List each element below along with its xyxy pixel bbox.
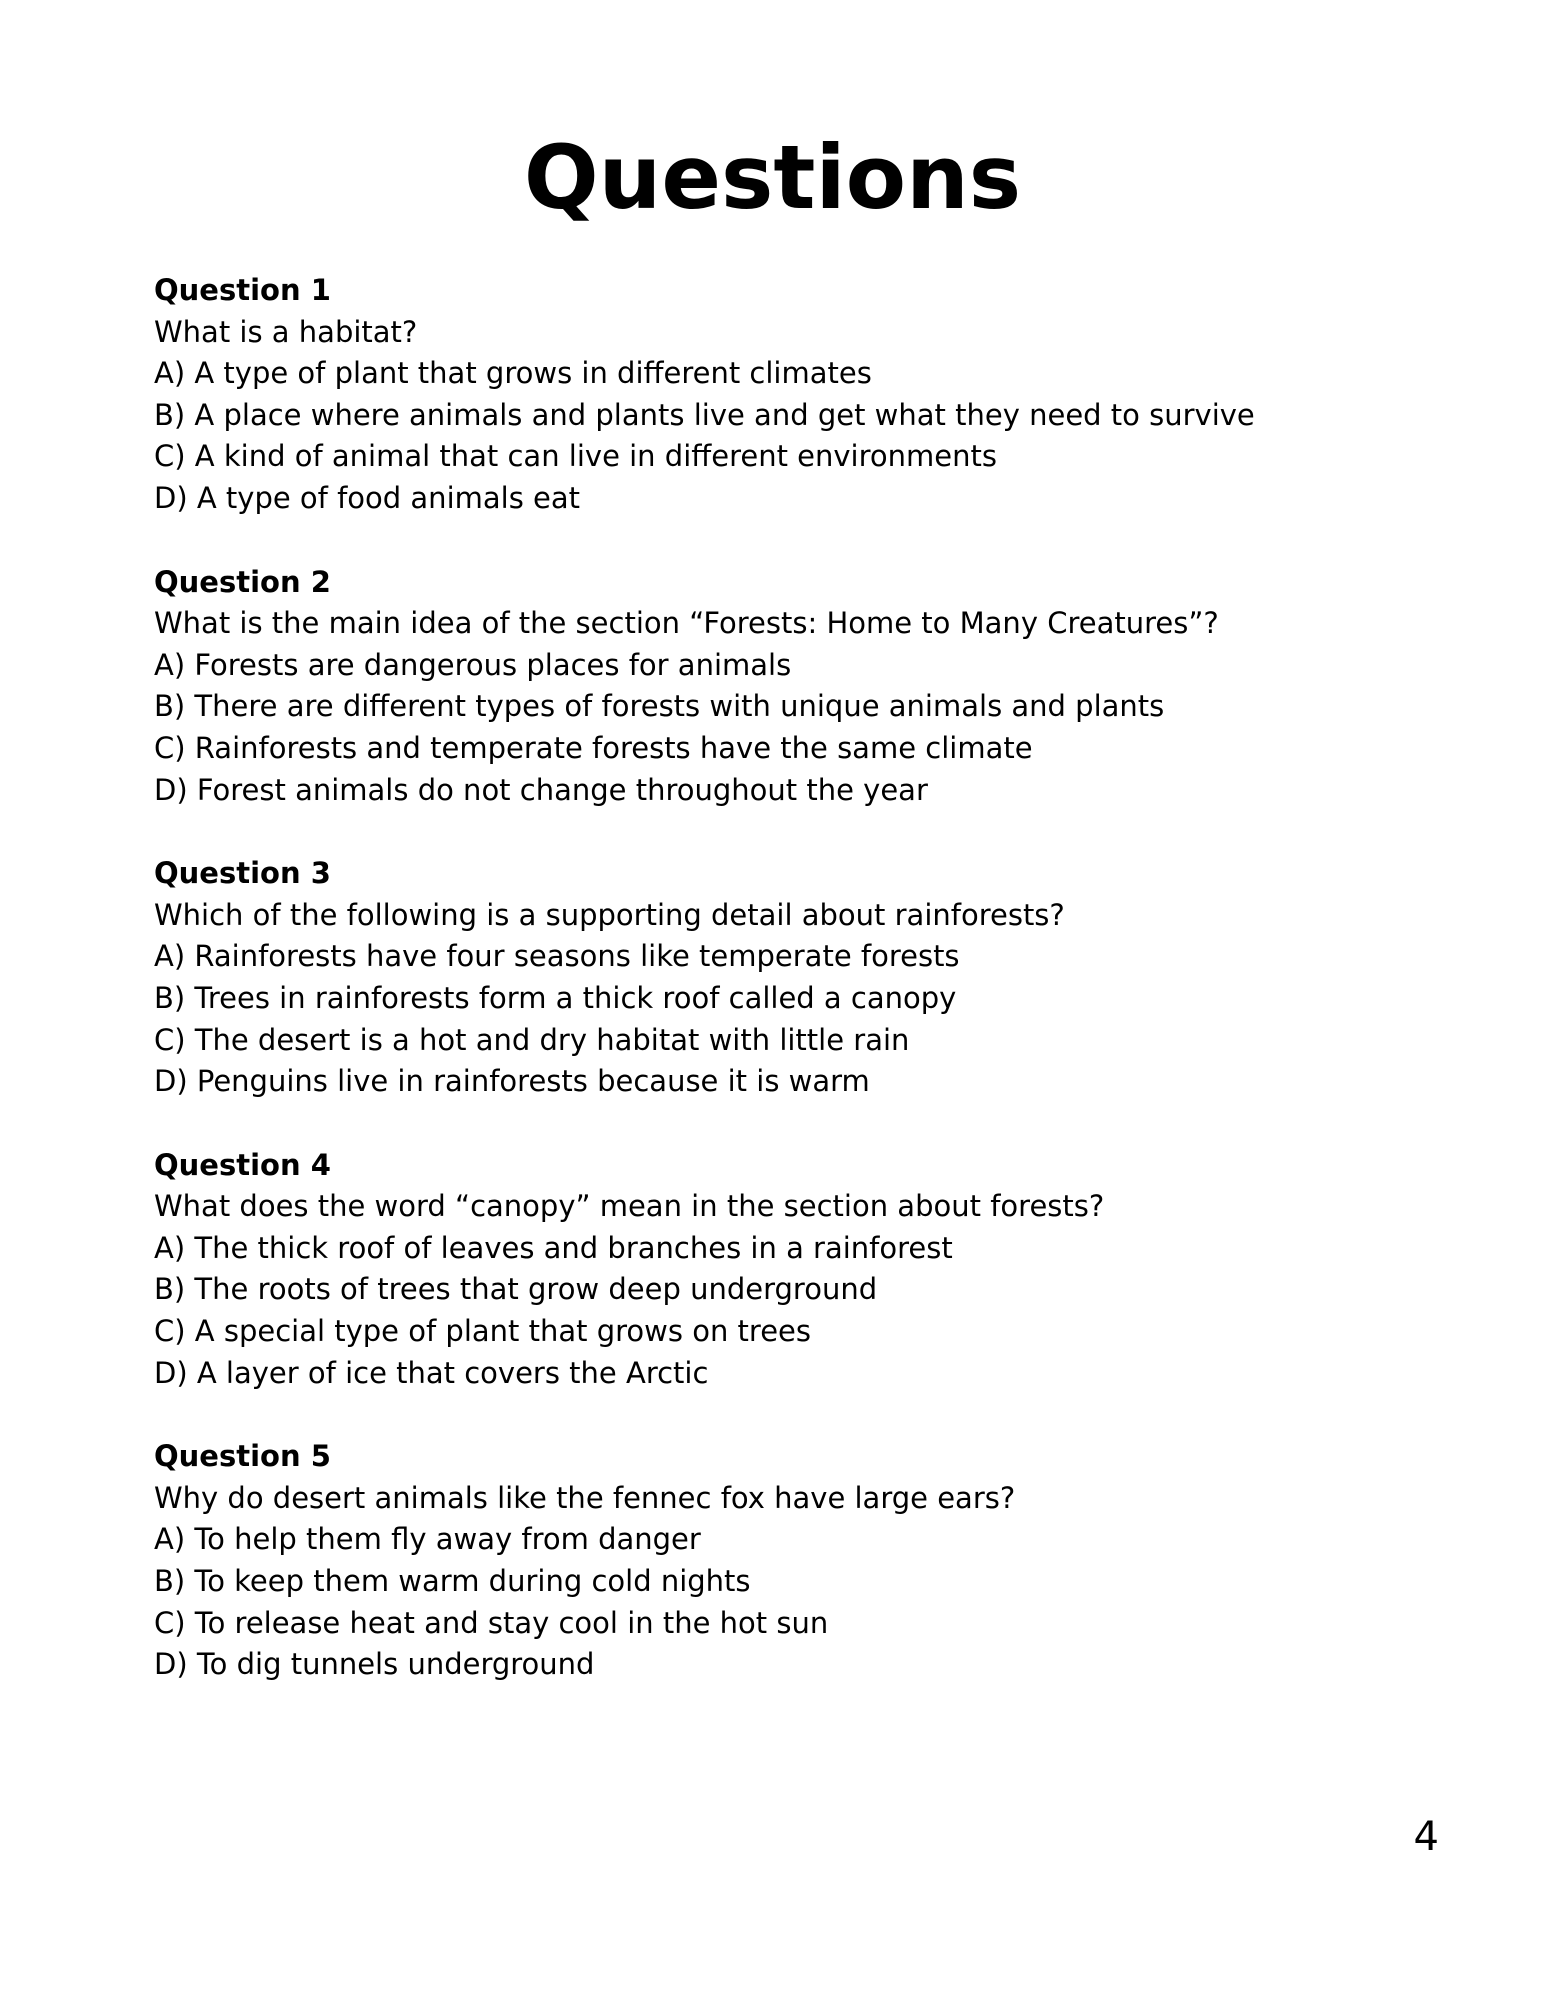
answer-option-b: B) To keep them warm during cold nights xyxy=(154,1564,751,1599)
question-4 xyxy=(154,1145,1414,1395)
answer-option-d: D) A type of food animals eat xyxy=(154,480,581,515)
page-number: 4 xyxy=(1413,1814,1439,1860)
answer-option-c: C) A kind of animal that can live in different environments xyxy=(154,439,997,474)
answer-option-b: B) The roots of trees that grow deep underground xyxy=(154,1272,878,1307)
question-prompt: What is the main idea of the section “Forests: Home to Many Creatures”? xyxy=(154,606,1219,641)
question-5 xyxy=(154,1436,1414,1686)
question-heading: Question 4 xyxy=(154,1147,331,1182)
question-heading: Question 3 xyxy=(154,856,331,891)
question-prompt: What is a habitat? xyxy=(154,314,418,349)
question-heading: Question 2 xyxy=(154,564,331,599)
question-3 xyxy=(154,853,1414,1103)
question-prompt: Why do desert animals like the fennec fox have large ears? xyxy=(154,1480,1016,1515)
question-prompt: Which of the following is a supporting detail about rainforests? xyxy=(154,897,1065,932)
answer-options xyxy=(154,353,1414,519)
answer-option-c: C) Rainforests and temperate forests have the same climate xyxy=(154,730,1033,765)
answer-option-a: A) To help them fly away from danger xyxy=(154,1522,701,1557)
page-title: Questions xyxy=(523,126,1022,229)
answer-option-d: D) To dig tunnels underground xyxy=(154,1647,595,1682)
answer-options xyxy=(154,1228,1414,1394)
answer-option-a: A) The thick roof of leaves and branches in a rainforest xyxy=(154,1230,953,1265)
answer-option-c: C) A special type of plant that grows on trees xyxy=(154,1314,812,1349)
answer-option-c: C) The desert is a hot and dry habitat with little rain xyxy=(154,1022,910,1057)
answer-option-d: D) A layer of ice that covers the Arctic xyxy=(154,1355,709,1390)
question-list xyxy=(154,270,1414,1728)
answer-option-d: D) Penguins live in rainforests because it is warm xyxy=(154,1064,870,1099)
answer-options xyxy=(154,645,1414,811)
question-1 xyxy=(154,270,1414,520)
answer-option-a: A) A type of plant that grows in different climates xyxy=(154,356,872,391)
answer-option-c: C) To release heat and stay cool in the hot sun xyxy=(154,1605,829,1640)
answer-options xyxy=(154,936,1414,1102)
question-prompt: What does the word “canopy” mean in the section about forests? xyxy=(154,1189,1105,1224)
answer-option-a: A) Forests are dangerous places for animals xyxy=(154,647,792,682)
question-heading: Question 1 xyxy=(154,273,331,307)
question-2 xyxy=(154,562,1414,812)
answer-options xyxy=(154,1519,1414,1685)
question-heading: Question 5 xyxy=(154,1439,331,1474)
answer-option-d: D) Forest animals do not change throughout the year xyxy=(154,772,928,807)
answer-option-b: B) There are different types of forests with unique animals and plants xyxy=(154,689,1165,724)
answer-option-b: B) Trees in rainforests form a thick roof called a canopy xyxy=(154,980,957,1015)
answer-option-a: A) Rainforests have four seasons like temperate forests xyxy=(154,939,960,974)
answer-option-b: B) A place where animals and plants live and get what they need to survive xyxy=(154,397,1255,432)
